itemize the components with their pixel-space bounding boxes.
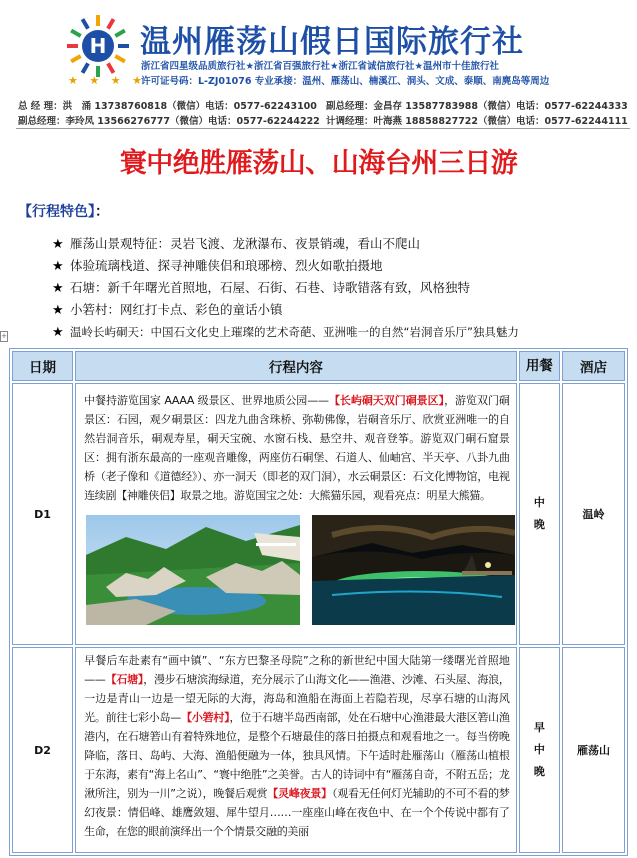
day-meals	[519, 383, 560, 645]
star-bullet-icon: ★	[52, 303, 64, 318]
meal-item: 晚	[533, 765, 545, 778]
trip-title: 寰中绝胜雁荡山、山海台州三日游	[119, 148, 518, 179]
photo-strip	[77, 515, 515, 633]
feature-item	[52, 299, 519, 321]
features-list	[52, 233, 519, 343]
contact-deputy-manager-1: 副总经理：金昌存 13587783988（微信）电话：0577-62244333	[326, 101, 628, 112]
desc-highlight: 【长屿硐天双门硐景区】	[328, 394, 445, 407]
day-hotel: 温岭	[562, 383, 625, 645]
header-hotel: 酒店	[562, 351, 625, 381]
company-name: 温州雁荡山假日国际旅行社	[140, 24, 524, 60]
table-move-handle[interactable]: +	[1, 332, 7, 340]
features-heading	[18, 201, 109, 221]
day-meals	[519, 647, 560, 853]
desc-text: ，游览双门硐景区：石园，观夕硐景区：四龙九曲含珠桥、弥勒佛像，岩硐音乐厅、欣赏亚洲唯一的自然岩洞音乐，硐观寿星，硐天宝碗、水窗石栈、悬空井、观音登筝。游览双门硐石窟景区：拥有浙东最高的一座观音雕像，两座仿石硐堡、石道人、仙岫宫、半天亭、八卦九曲桥（老子像和《道德经》）、亦一洞天（即老的双门洞），水云硐景区：石文化博物馆，电视连续剧【神雕侠侣】取景之地。游览国宝之处：大熊猫乐园，观看亮点：明星大熊猫。	[84, 394, 510, 502]
desc-text: 中餐持游览国家 AAAA 级景区、世界地质公园——	[84, 394, 329, 407]
desc-highlight: 【小箬村】	[181, 711, 230, 724]
desc-text: ，漫步石塘滨海绿道，充分展示了山海文化——渔港、沙滩、石头屋、海浪，一边是青山一边是一望无际的大海，海岛和渔船在海面上若隐若现，尽享石塘的山海风光。前往七彩小岛—	[84, 673, 510, 724]
feature-item	[52, 321, 519, 343]
desc-highlight: 【灵峰夜景】	[267, 787, 332, 800]
logo-letter: H	[89, 34, 107, 58]
contact-general-manager: 总 经 理：洪 涌 13738760818（微信）电话：0577-62243100	[18, 101, 317, 112]
meal-item: 中	[533, 743, 545, 756]
day-content	[75, 647, 517, 853]
rating-stars: ★ ★ ★ ★	[68, 74, 146, 87]
feature-text: 雁荡山景观特征：灵岩飞渡、龙湫瀑布、夜景销魂，看山不爬山	[70, 236, 421, 251]
header-date: 日期	[12, 351, 73, 381]
day-description	[77, 389, 515, 507]
day-label: D2	[12, 647, 73, 853]
feature-item	[52, 233, 519, 255]
header-divider	[16, 128, 630, 129]
header-meal: 用餐	[519, 351, 560, 381]
table-row-d2	[12, 647, 625, 853]
day-content	[75, 383, 517, 645]
letterhead	[0, 0, 637, 94]
feature-text: 体验琉璃栈道、探寻神雕侠侣和琅琊榜、烈火如歌拍摄地	[70, 258, 383, 273]
itinerary-table	[9, 348, 628, 856]
desc-text: ，位于石塘半岛西南部，处在石塘中心渔港最大港区箬山渔港内，在石塘箬山有着特殊地位，是整个石塘最佳的落日拍摄点和观看地之一。每当傍晚降临，落日、岛屿、大海、渔船便融为一体，独具风情。下午适时赴雁荡山（雁荡山植根于东海，素有“海上名山”、“寰中绝胜”之美誉。古人的诗词中有“雁荡自奇，不附五岳；龙湫所注，别为一川”之说），晚餐后观赏	[84, 711, 510, 800]
star-bullet-icon: ★	[52, 259, 64, 274]
features-heading-colon: ：	[95, 204, 109, 220]
star-bullet-icon: ★	[52, 237, 64, 252]
desc-text: 早餐后车赴素有“画中镇”、“东方巴黎圣母院”之称的新世纪中国大陆第一缕曙光首照地——	[84, 654, 510, 686]
cave-lake-photo	[312, 515, 515, 625]
feature-item	[52, 277, 519, 299]
stone-garden-photo	[86, 515, 300, 625]
day-label: D1	[12, 383, 73, 645]
star-bullet-icon: ★	[52, 325, 64, 340]
day-description	[77, 649, 515, 843]
contact-deputy-manager-2: 副总经理：李玲凤 13566276777（微信）电话：0577-62244222	[18, 116, 320, 127]
feature-item	[52, 255, 519, 277]
features-heading-label: 【行程特色】	[18, 204, 95, 220]
desc-text: （观看无任何灯光辅助的不可不看的梦幻夜景：情侣峰、雄鹰敛翅、犀牛望月……一座座山峰在夜色中、在一个个传说中都有了生命，在您的眼前演绎出一个个情景交融的美丽	[84, 787, 510, 838]
meal-item: 中	[533, 496, 545, 509]
day-hotel: 雁荡山	[562, 647, 625, 853]
agency-logo-icon	[66, 14, 130, 78]
desc-highlight: 【石塘】	[105, 673, 144, 686]
table-header-row	[12, 351, 625, 381]
table-row-d1	[12, 383, 625, 645]
company-license: 许可证号码：L-ZJ01076 专业承接：温州、雁荡山、楠溪江、洞头、文成、泰顺、南麂岛等周边	[141, 76, 550, 87]
contact-planning-manager: 计调经理：叶海燕 18858827722（微信）电话：0577-62244111	[326, 116, 628, 127]
feature-text: 石塘：新千年曙光首照地，石屋、石街、石巷、诗歌错落有致，风格独特	[70, 280, 471, 295]
feature-text: 温岭长屿硐天：中国石文化史上璀璨的艺术奇葩、亚洲唯一的自然“岩洞音乐厅”独具魅力	[70, 325, 519, 339]
meal-item: 早	[533, 721, 545, 734]
meal-item: 晚	[533, 518, 545, 531]
star-bullet-icon: ★	[52, 281, 64, 296]
feature-text: 小箬村：网红打卡点、彩色的童话小镇	[70, 302, 283, 317]
company-credentials: 浙江省四星级品质旅行社★浙江省百强旅行社★浙江省诚信旅行社★温州市十佳旅行社	[141, 61, 500, 72]
header-content: 行程内容	[75, 351, 517, 381]
